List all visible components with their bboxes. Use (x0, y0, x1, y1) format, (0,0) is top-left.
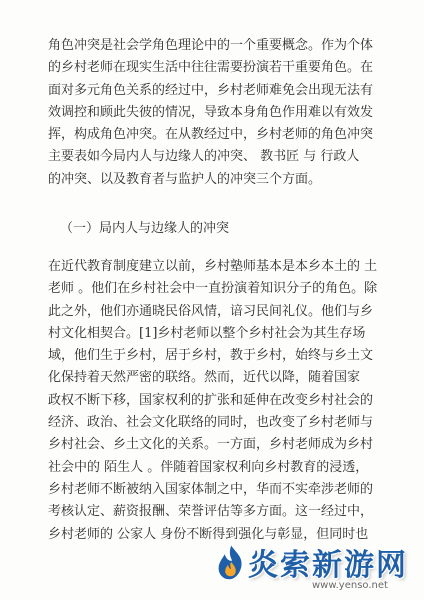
text-line: 主要表如今局内人与边缘人的冲突、 教书匠 与 行政人 (48, 149, 360, 165)
text-line: 的冲突、以及教育者与监护人的冲突三个方面。 (48, 171, 322, 187)
text-line: 此之外，他们亦通晓民俗风情，谙习民间礼仪。他们与乡 (48, 303, 374, 319)
text-line: 经济、政治、社会文化联络的同时，也改变了乡村老师与 (48, 415, 374, 431)
text-line: 考核认定、薪资报酬、荣誉评估等多方面。这一经过中， (48, 504, 374, 520)
site-watermark (214, 540, 419, 598)
paragraph-insider-outsider (48, 256, 384, 546)
text-line: 乡村社会、乡土文化的关系。一方面，乡村老师成为乡村 (48, 437, 374, 453)
flame-logo-icon (214, 542, 248, 582)
text-line: 化保持着天然严密的联络。然而，近代以降，随着国家 (48, 370, 361, 386)
text-line: 乡村老师的 公家人 身份不断得到强化与彰显，但同时也 (48, 526, 369, 542)
text-line: 老师 。他们在乡村社会中一直扮演着知识分子的角色。除 (48, 281, 378, 297)
text-line: 在近代教育制度建立以前，乡村塾师基本是本乡本土的 土 (48, 259, 378, 274)
text-line: 政权不断下移，国家权利的扩张和延伸在改变乡村社会的 (48, 392, 374, 408)
text-line: 的乡村老师在现实生活中往往需要扮演若干重要角色。在 (48, 60, 374, 76)
watermark-url: www.yenso.net (312, 580, 388, 591)
text-line: 面对多元角色关系的经过中，乡村老师难免会出现无法有 (48, 82, 374, 98)
text-line: 挥，构成角色冲突。在从教经过中，乡村老师的角色冲突 (48, 127, 374, 143)
section-heading: （一）局内人与边缘人的冲突 (60, 221, 230, 236)
text-line: 村文化相契合。[1]乡村老师以整个乡村社会为其生存场 (48, 325, 366, 341)
text-line: 乡村老师不断被纳入国家体制之中，华而不实牵涉老师的 (48, 481, 374, 497)
text-line: 域，他们生于乡村，居于乡村，教于乡村，始终与乡土文 (48, 348, 374, 364)
paragraph-role-conflict (48, 35, 384, 191)
text-line: 效调控和顾此失彼的情况，导致本身角色作用难以有效发 (48, 104, 374, 120)
text-line: 角色冲突是社会学角色理论中的一个重要概念。作为个体 (48, 38, 374, 53)
text-line: 社会中的 陌生人 。伴随着国家权利向乡村教育的浸透， (48, 459, 369, 475)
watermark-site-name: 炎索新游网 (248, 548, 408, 583)
